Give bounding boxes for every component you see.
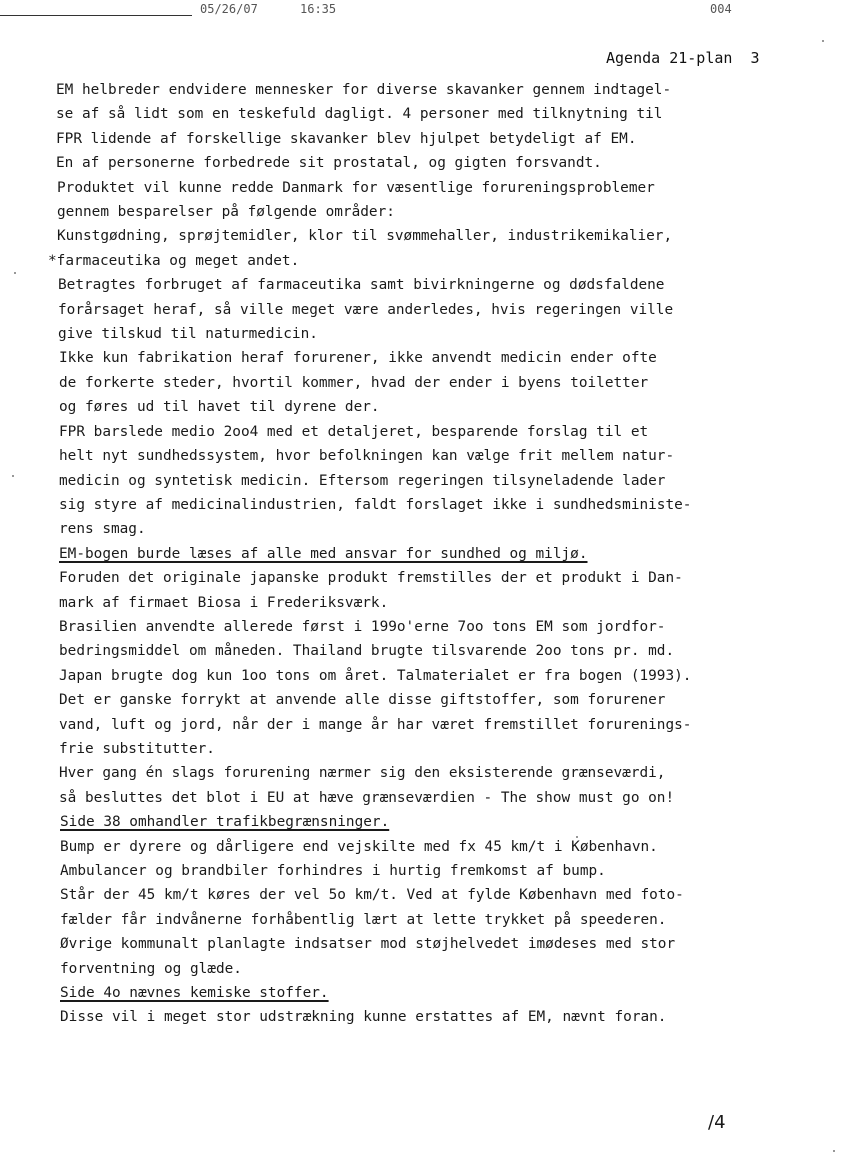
- scan-speck: [576, 836, 578, 838]
- text-line: Produktet vil kunne redde Danmark for væsentlige forureningsproblemer: [57, 179, 655, 196]
- text-line: Ikke kun fabrikation heraf forurener, ikke anvendt medicin ender ofte: [59, 350, 657, 367]
- text-line: Foruden det originale japanske produkt fremstilles der et produkt i Dan-: [59, 570, 683, 587]
- text-line: Disse vil i meget stor udstrækning kunne erstattes af EM, nævnt foran.: [60, 1009, 667, 1026]
- text-line: Står der 45 km/t køres der vel 5o km/t. Ved at fylde København med foto-: [60, 887, 684, 904]
- text-line: Det er ganske forrykt at anvende alle disse giftstoffer, som forurener: [59, 692, 666, 709]
- text-line: *farmaceutika og meget andet.: [48, 252, 300, 269]
- fax-page-counter: 004: [710, 2, 732, 16]
- text-line: gennem besparelser på følgende områder:: [57, 204, 395, 221]
- text-line: fælder får indvånerne forhåbentlig lært at lette trykket på speederen.: [60, 911, 667, 928]
- scan-speck: [833, 1150, 835, 1152]
- text-line: Brasilien anvendte allerede først i 199o'erne 7oo tons EM som jordfor-: [59, 618, 666, 635]
- scan-speck: [12, 475, 14, 477]
- text-line: så besluttes det blot i EU at hæve grænseværdien - The show must go on!: [59, 789, 675, 806]
- text-line: Kunstgødning, sprøjtemidler, klor til svømmehaller, industrikemikalier,: [57, 228, 673, 245]
- text-line: se af så lidt som en teskefuld dagligt. 4 personer med tilknytning til: [56, 106, 663, 123]
- fax-date: 05/26/07: [200, 2, 258, 16]
- text-line: og føres ud til havet til dyrene der.: [59, 399, 380, 416]
- text-line: helt nyt sundhedssystem, hvor befolkningen kan vælge frit mellem natur-: [59, 448, 675, 465]
- scan-speck: [14, 272, 16, 274]
- text-line: FPR barslede medio 2oo4 med et detaljeret, besparende forslag til et: [59, 423, 649, 440]
- text-line: Bump er dyrere og dårligere end vejskilte med fx 45 km/t i København.: [60, 838, 658, 855]
- page-title: Agenda 21-plan 3: [606, 49, 760, 67]
- section-heading-side-38: Side 38 omhandler trafikbegrænsninger.: [60, 814, 390, 831]
- text-line: Betragtes forbruget af farmaceutika samt bivirkningerne og dødsfaldene: [58, 277, 665, 294]
- text-line: forårsaget heraf, så ville meget være anderledes, hvis regeringen ville: [58, 301, 674, 318]
- text-line: Ambulancer og brandbiler forhindres i hurtig fremkomst af bump.: [60, 863, 606, 879]
- text-line: bedringsmiddel om måneden. Thailand brugte tilsvarende 2oo tons pr. md.: [59, 643, 675, 660]
- text-line: vand, luft og jord, når der i mange år har været fremstillet forurenings-: [59, 716, 692, 733]
- text-line: de forkerte steder, hvortil kommer, hvad der ender i byens toiletter: [59, 374, 649, 391]
- fax-time: 16:35: [300, 2, 337, 16]
- text-line: Hver gang én slags forurening nærmer sig den eksisterende grænseværdi,: [59, 765, 666, 782]
- section-heading-side-40: Side 4o nævnes kemiske stoffer.: [60, 985, 329, 1002]
- text-line: Øvrige kommunalt planlagte indsatser mod støjhelvedet imødeses med stor: [60, 936, 676, 953]
- text-line: give tilskud til naturmedicin.: [58, 326, 318, 343]
- text-line: En af personerne forbedrede sit prostatal, og gigten forsvandt.: [56, 155, 602, 172]
- body-text: [48, 78, 794, 1030]
- text-line: FPR lidende af forskellige skavanker blev hjulpet betydeligt af EM.: [56, 130, 637, 147]
- section-heading-em-bogen: EM-bogen burde læses af alle med ansvar for sundhed og miljø.: [59, 545, 588, 562]
- text-line: sig styre af medicinalindustrien, faldt forslaget ikke i sundhedsministe-: [59, 496, 692, 513]
- fax-header: [0, 0, 847, 16]
- text-line: frie substitutter.: [59, 740, 215, 757]
- text-line: Japan brugte dog kun 1oo tons om året. Talmaterialet er fra bogen (1993).: [59, 667, 692, 684]
- page-number: /4: [708, 1112, 726, 1133]
- text-line: medicin og syntetisk medicin. Eftersom regeringen tilsyneladende lader: [59, 472, 666, 489]
- scan-speck: [822, 40, 824, 42]
- text-line: rens smag.: [59, 521, 146, 538]
- fax-header-rule: [0, 15, 192, 16]
- text-line: mark af firmaet Biosa i Frederiksværk.: [59, 594, 389, 611]
- text-line: EM helbreder endvidere mennesker for diverse skavanker gennem indtagel-: [56, 82, 672, 98]
- text-line: forventning og glæde.: [60, 960, 242, 977]
